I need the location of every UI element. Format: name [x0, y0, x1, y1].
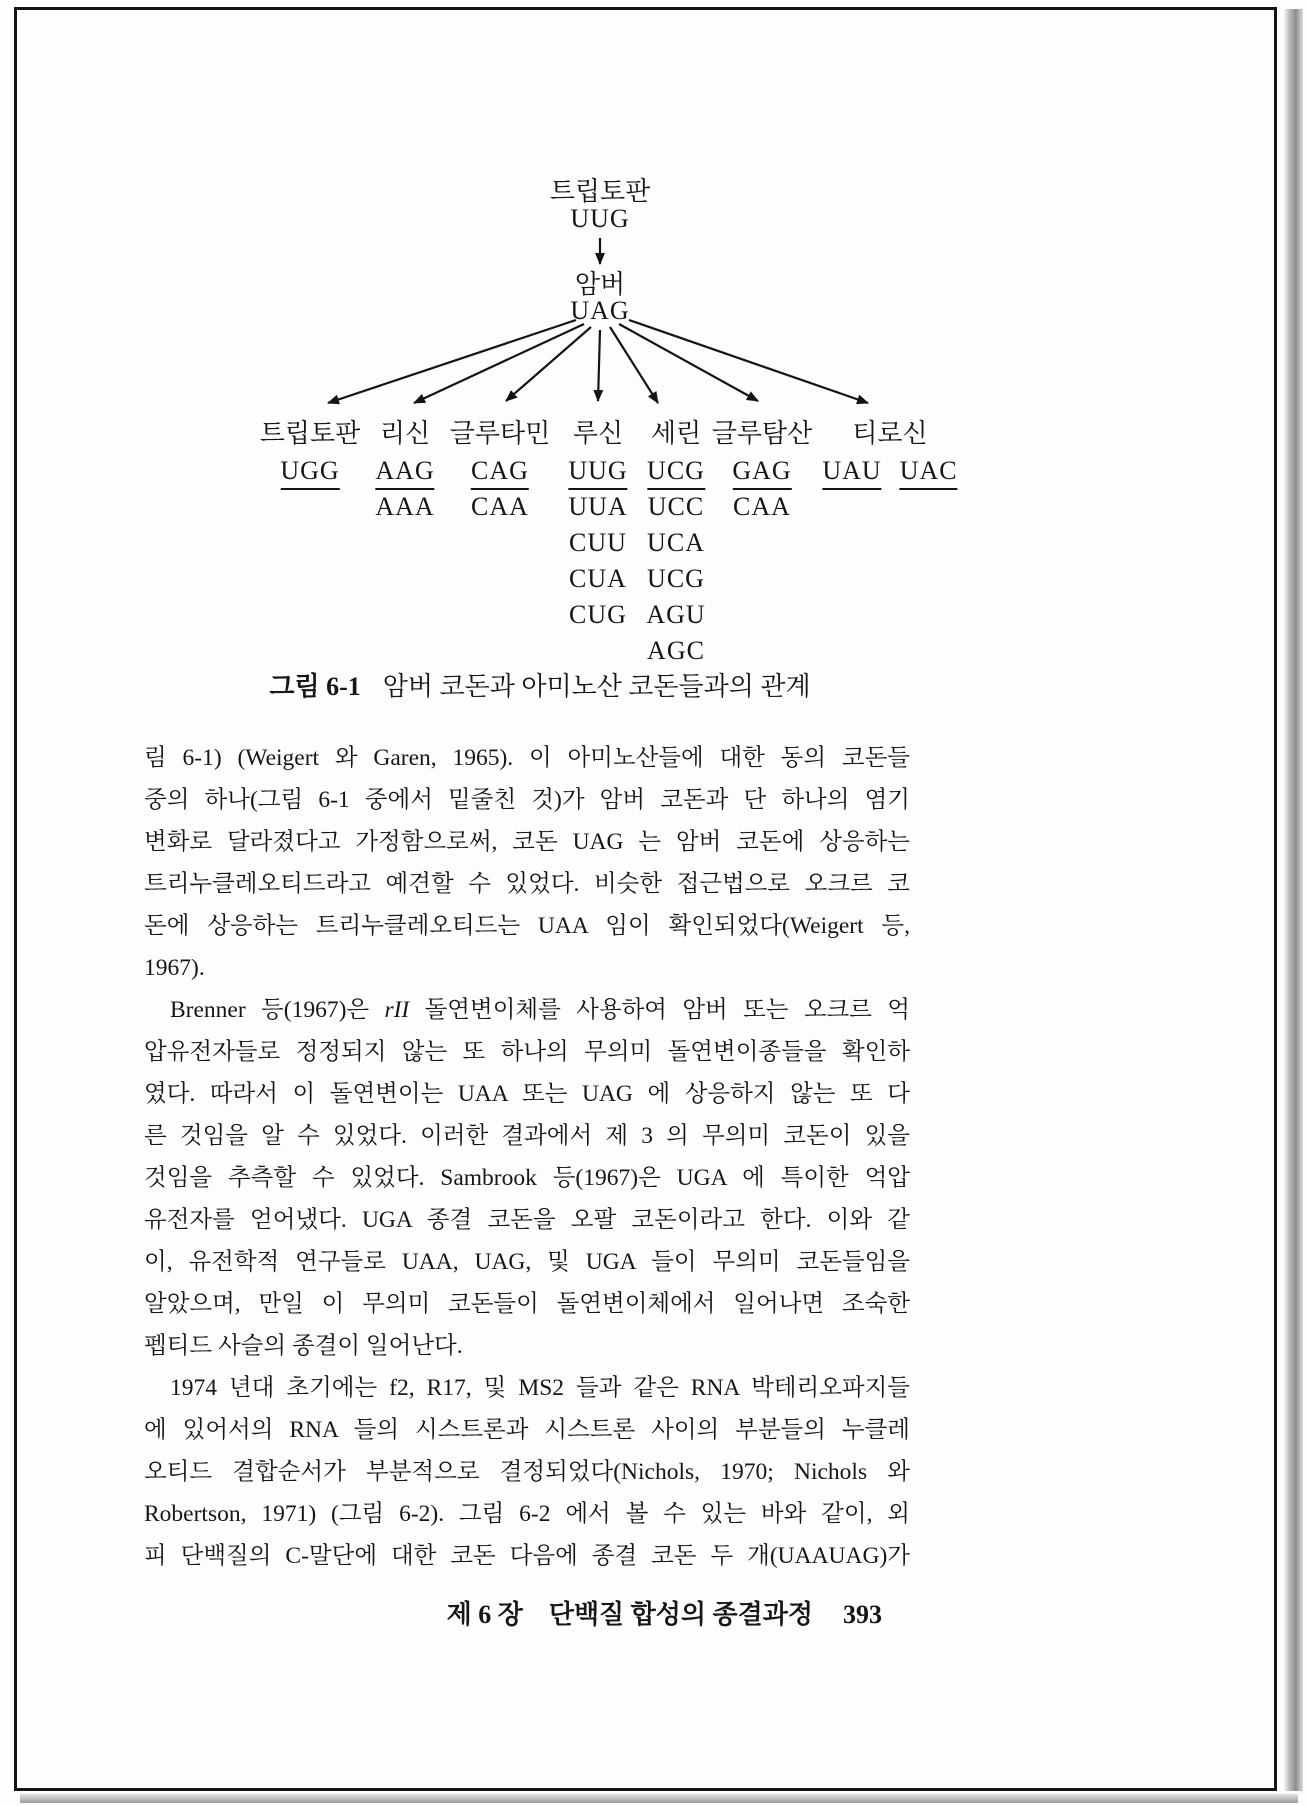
text-line: 였다. 따라서 이 돌연변이는 UAA 또는 UAG 에 상응하지 않는 또 다: [144, 1081, 910, 1107]
amino-acid-name: 세린: [650, 419, 702, 448]
amino-acid-name: 티로신: [852, 419, 928, 448]
codon: UUA: [568, 492, 628, 521]
codon-row: [559, 456, 636, 492]
codon-row: [559, 564, 636, 600]
codon: AGU: [646, 600, 706, 629]
codon-row: [637, 492, 714, 528]
figure-source-label: 트립토판: [549, 177, 651, 206]
amino-acid-name: 리신: [379, 419, 431, 448]
text-line: Robertson, 1971) (그림 6-2). 그림 6-2 에서 볼 수 있는 바와 같이, 외: [144, 1501, 910, 1527]
footer-chapter: 제 6 장: [446, 1600, 523, 1629]
codon: UCG: [647, 456, 705, 490]
codon: AAA: [375, 492, 435, 521]
text-line: 오티드 결합순서가 부분적으로 결정되었다(Nichols, 1970; Nichols 와: [144, 1459, 910, 1485]
page-stack-edge-bottom: [20, 1794, 1298, 1803]
text-line: 피 단백질의 C-말단에 대한 코돈 다음에 종결 코돈 두 개(UAAUAG)가: [144, 1543, 910, 1569]
codon-row: [712, 456, 812, 492]
text-line: 유전자를 얻어냈다. UGA 종결 코돈을 오팔 코돈이라고 한다. 이와 같: [144, 1207, 910, 1233]
codon: AGC: [647, 636, 705, 665]
codon-row: [637, 564, 714, 600]
amino-acid-name: 루신: [572, 419, 624, 448]
figure-column: [637, 418, 714, 672]
codon: UAC: [900, 456, 958, 490]
codon-row: [450, 492, 550, 528]
figure-column: [260, 418, 360, 492]
text-line: 것임을 추측할 수 있었다. Sambrook 등(1967)은 UGA 에 특이한 억압: [144, 1165, 910, 1191]
codon-row: [559, 528, 636, 564]
codon: AAG: [375, 456, 434, 490]
codon-row: [559, 492, 636, 528]
text-line: 펩티드 사슬의 종결이 일어난다.: [144, 1333, 463, 1359]
figure-column: [712, 418, 812, 528]
codon-row: [559, 600, 636, 636]
codon-row: [366, 456, 443, 492]
codon: CUA: [569, 564, 627, 593]
amino-acid-name: 글루탐산: [711, 419, 813, 448]
text-line: Brenner 등(1967)은 rII 돌연변이체를 사용하여 암버 또는 오크르 억: [170, 997, 910, 1023]
text-line: 른 것임을 알 수 있었다. 이러한 결과에서 제 3 의 무의미 코돈이 있을: [144, 1123, 910, 1149]
page-footer: [0, 1594, 882, 1631]
codon-row: [366, 492, 443, 528]
text-line: 에 있어서의 RNA 들의 시스트론과 시스트론 사이의 부분들의 누클레: [144, 1417, 910, 1443]
codon: UCG: [647, 564, 705, 593]
codon: UCA: [647, 528, 705, 557]
text-line: 1974 년대 초기에는 f2, R17, 및 MS2 들과 같은 RNA 박테리오파지들: [170, 1375, 910, 1401]
text-line: 중의 하나(그림 6-1 중에서 밑줄친 것)가 암버 코돈과 단 하나의 염기: [144, 787, 910, 813]
figure-column: [559, 418, 636, 636]
codon: CAA: [471, 492, 529, 521]
text-line: 변화로 달라졌다고 가정함으로써, 코돈 UAG 는 암버 코돈에 상응하는: [144, 829, 910, 855]
codon-row: [712, 492, 812, 528]
figure-column: [813, 418, 966, 492]
codon: GAG: [732, 456, 791, 490]
amino-acid-name: 트립토판: [259, 419, 361, 448]
figure-caption-number: 그림 6-1: [269, 672, 361, 701]
figure-column: [366, 418, 443, 528]
codon-row: [450, 456, 550, 492]
codon: UGG: [280, 456, 339, 490]
text-line: 이, 유전학적 연구들로 UAA, UAG, 및 UGA 들이 무의미 코돈들임을: [144, 1249, 910, 1275]
text-line: 알았으며, 만일 이 무의미 코돈들이 돌연변이체에서 일어나면 조숙한: [144, 1291, 910, 1317]
codon: UUG: [568, 456, 627, 490]
codon-row: [637, 528, 714, 564]
codon-row: [637, 600, 714, 636]
codon: CAA: [733, 492, 791, 521]
figure-amber-codon: UAG: [570, 296, 630, 325]
body-text: [144, 737, 910, 1577]
figure-caption: [269, 666, 810, 703]
codon: CAG: [471, 456, 529, 490]
codon-row: [813, 456, 966, 492]
codon: CUU: [569, 528, 627, 557]
text-line: 압유전자들로 정정되지 않는 또 하나의 무의미 돌연변이종들을 확인하: [144, 1039, 910, 1065]
codon: CUG: [569, 600, 627, 629]
figure-caption-text: 암버 코돈과 아미노산 코돈들과의 관계: [382, 672, 811, 701]
footer-page-number: 393: [843, 1600, 882, 1629]
codon-row: [260, 456, 360, 492]
amino-acid-name: 글루타민: [449, 419, 551, 448]
text-line: 1967).: [144, 955, 205, 981]
codon-row: [637, 456, 714, 492]
codon: UAU: [822, 456, 881, 490]
footer-title: 단백질 합성의 종결과정: [548, 1600, 813, 1629]
codon: UCC: [647, 492, 705, 521]
text-line: 돈에 상응하는 트리누클레오티드는 UAA 임이 확인되었다(Weigert 등,: [144, 913, 910, 939]
figure-column: [450, 418, 550, 528]
figure-amber-label: 암버: [574, 270, 626, 299]
page-stack-edge-right: [1284, 9, 1303, 1791]
figure-source-codon: UUG: [570, 204, 630, 233]
text-line: 림 6-1) (Weigert 와 Garen, 1965). 이 아미노산들에 대한 동의 코돈들: [144, 745, 910, 771]
text-line: 트리누클레오티드라고 예견할 수 있었다. 비슷한 접근법으로 오크르 코: [144, 871, 910, 897]
